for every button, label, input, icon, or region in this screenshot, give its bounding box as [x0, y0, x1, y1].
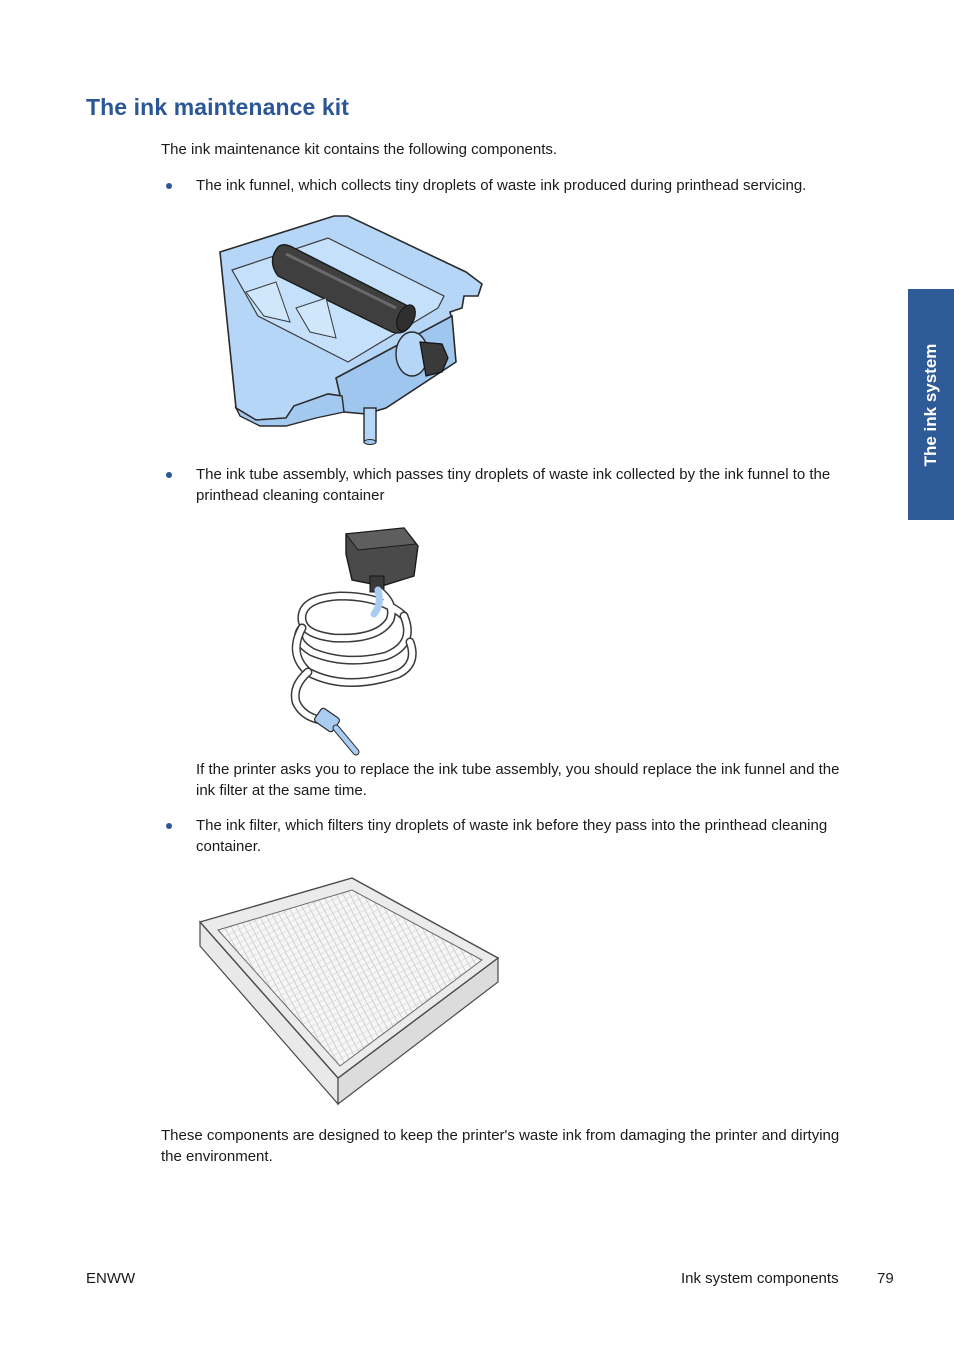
- ink-tube-illustration: [286, 524, 426, 760]
- tube-note-line2: ink filter at the same time.: [196, 782, 367, 799]
- closing-line2: the environment.: [161, 1148, 273, 1165]
- ink-filter-illustration: [196, 874, 502, 1108]
- footer-left: ENWW: [86, 1270, 136, 1287]
- page-number: 79: [877, 1270, 894, 1287]
- bullet-funnel-text: The ink funnel, which collects tiny droplets of waste ink produced during printhead servicing.: [196, 177, 807, 194]
- bullet-dot: [166, 183, 172, 189]
- ink-funnel-illustration: [216, 212, 486, 448]
- page-title: The ink maintenance kit: [86, 94, 350, 120]
- bullet-filter-line1: The ink filter, which filters tiny droplets of waste ink before they pass into the printhead cleaning: [196, 817, 828, 834]
- tube-note-line1: If the printer asks you to replace the ink tube assembly, you should replace the ink funnel and the: [196, 761, 840, 778]
- bullet-dot: [166, 823, 172, 829]
- bullet-dot: [166, 472, 172, 478]
- bullet-tube-line1: The ink tube assembly, which passes tiny droplets of waste ink collected by the ink funnel to the: [196, 466, 831, 483]
- intro-text: The ink maintenance kit contains the following components.: [161, 141, 558, 158]
- bullet-tube-line2: printhead cleaning container: [196, 487, 385, 504]
- chapter-side-tab: [908, 289, 954, 520]
- chapter-tab-label: The ink system: [921, 343, 940, 466]
- footer-section: Ink system components: [681, 1270, 839, 1287]
- closing-line1: These components are designed to keep the printer's waste ink from damaging the printer and dirtying: [161, 1127, 840, 1144]
- bullet-filter-line2: container.: [196, 838, 262, 855]
